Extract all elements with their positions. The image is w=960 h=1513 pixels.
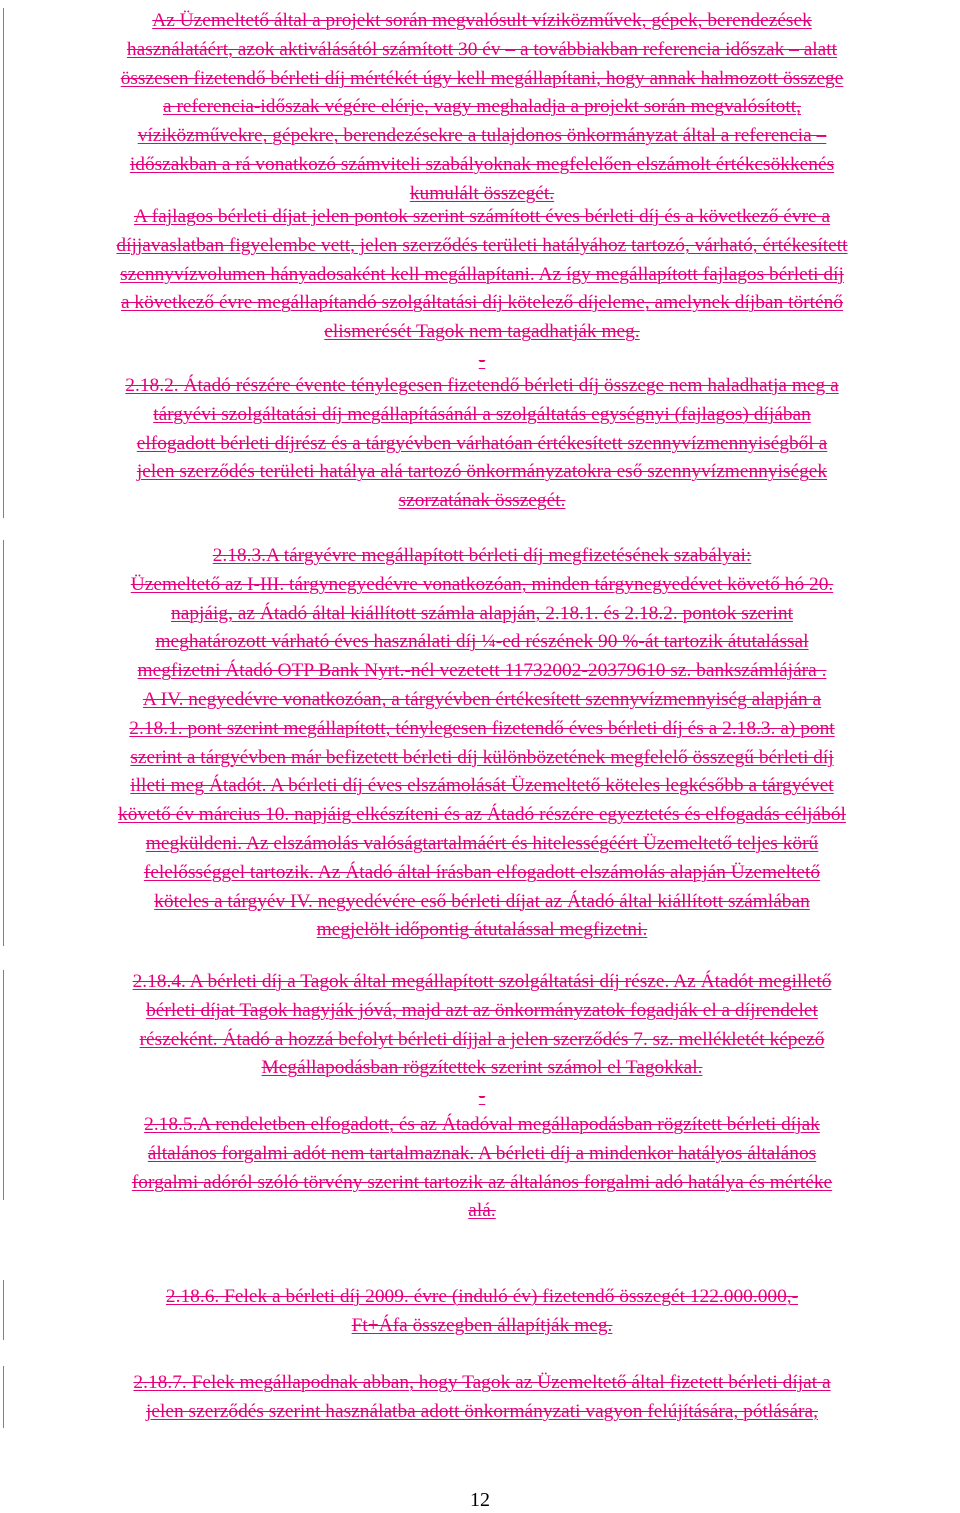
paragraph-2-18-2	[16, 372, 948, 516]
text-line: szerint a tárgyévben már befizetett bérleti díj különbözetének megfelelő összegű bérleti díj	[130, 746, 834, 768]
text-line: 2.18.2. Átadó részére évente ténylegesen fizetendő bérleti díj összege nem haladhatja meg a	[125, 375, 839, 396]
text-line: 2.18.1. pont szerint megállapított, ténylegesen fizetendő éves bérleti díj és a 2.18.3. a) pont	[129, 717, 835, 739]
text-line: elismerését Tagok nem tagadhatják meg.	[324, 321, 640, 343]
text-line: Az Üzemeltető által a projekt során megvalósult víziközművek, gépek, berendezések	[152, 10, 812, 31]
paragraph-2-18-4	[16, 968, 948, 1112]
text-line: általános forgalmi adót nem tartalmaznak. A bérleti díj a mindenkor hatályos általános	[147, 1142, 817, 1164]
margin-change-bar	[3, 8, 4, 518]
text-line: jelen szerződés szerint használatba adott önkormányzati vagyon felújítására, pótlására,	[146, 1400, 818, 1422]
text-line: Megállapodásban rögzítettek szerint számol el Tagokkal.	[261, 1057, 703, 1079]
text-line: 2.18.4. A bérleti díj a Tagok által megállapított szolgáltatási díj része. Az Átadót megillető	[132, 971, 832, 992]
text-line: illeti meg Átadót. A bérleti díj éves elszámolását Üzemeltető köteles legkésőbb a tárgyévet	[130, 775, 834, 797]
text-line: köteles a tárgyév IV. negyedévére eső bérleti díjat az Átadó által kiállított számlában	[154, 890, 810, 912]
text-line: bérleti díjat Tagok hagyják jóvá, majd azt az önkormányzatok fogadják el a díjrendelet	[146, 999, 818, 1021]
text-line: 2.18.3.A tárgyévre megállapított bérleti díj megfizetésének szabályai:	[212, 545, 752, 566]
text-line: 2.18.5.A rendeletben elfogadott, és az Átadóval megállapodásban rögzített bérleti díjak	[144, 1114, 820, 1135]
text-line: meghatározott várható éves használati díj ¼-ed részének 90 %-át tartozik átutalással	[155, 631, 809, 653]
text-line: részeként. Átadó a hozzá befolyt bérleti díjjal a jelen szerződés 7. sz. mellékletét képező	[139, 1028, 825, 1050]
text-line: Ft+Áfa összegben állapítják meg.	[351, 1314, 613, 1336]
text-line: követő év március 10. napjáig elkészíteni és az Átadó részére egyeztetés és elfogadás céljából	[118, 804, 846, 826]
margin-change-bar	[3, 970, 4, 1200]
text-line: napjáig, az Átadó által kiállított számla alapján, 2.18.1. és 2.18.2. pontok szerint	[171, 602, 793, 624]
page-number: 12	[470, 1489, 490, 1511]
text-line: forgalmi adóról szóló törvény szerint tartozik az általános forgalmi adó hatálya és mértéke	[131, 1171, 833, 1193]
text-line: szorzatának összegét.	[398, 490, 566, 512]
text-line: -	[478, 1086, 486, 1108]
text-line: felelősséggel tartozik. Az Átadó által írásban elfogadott elszámolás alapján Üzemeltető	[143, 861, 821, 883]
text-line: megküldeni. Az elszámolás valóságtartalmáért és hitelességéért Üzemeltető teljes körű	[145, 832, 819, 854]
paragraph-specific-fee	[16, 203, 948, 376]
text-line: Üzemeltető az I-III. tárgynegyedévre vonatkozóan, minden tárgynegyedévet követő hó 20.	[130, 573, 834, 595]
text-line: kumulált összegét.	[409, 182, 555, 204]
text-line: megfizetni Átadó OTP Bank Nyrt.-nél vezetett 11732002-20379610 sz. bankszámlájára .	[137, 660, 827, 682]
text-line: alá.	[468, 1200, 496, 1222]
text-line: a referencia-időszak végére elérje, vagy meghaladja a projekt során megvalósított,	[163, 96, 801, 118]
paragraph-2-18-7	[16, 1369, 948, 1427]
text-line: használatáért, azok aktiválásától számított 30 év – a továbbiakban referencia időszak – alatt	[126, 38, 838, 60]
paragraph-reference-period	[16, 7, 948, 209]
margin-change-bar	[3, 1366, 4, 1428]
margin-change-bar	[3, 1280, 4, 1340]
text-line: a következő évre megállapítandó szolgáltatási díj kötelező díjeleme, amelynek díjban történő	[120, 292, 844, 314]
text-line: összesen fizetendő bérleti díj mértékét úgy kell megállapítani, hogy annak halmozott összege	[120, 67, 844, 89]
text-line: A IV. negyedévre vonatkozóan, a tárgyévben értékesített szennyvízmennyiség alapján a	[142, 688, 822, 710]
paragraph-2-18-6	[16, 1283, 948, 1341]
text-line: tárgyévi szolgáltatási díj megállapításánál a szolgáltatás egységnyi (fajlagos) díjában	[153, 403, 811, 425]
text-line: A fajlagos bérleti díjat jelen pontok szerint számított éves bérleti díj és a következő évre a	[133, 206, 831, 227]
margin-change-bar	[3, 540, 4, 946]
text-line: időszakban a rá vonatkozó számviteli szabályoknak megfelelően elszámolt értékcsökkenés	[129, 153, 835, 175]
text-line: 2.18.6. Felek a bérleti díj 2009. évre (induló év) fizetendő összegét 122.000.000,-	[165, 1286, 799, 1307]
text-line: 2.18.7. Felek megállapodnak abban, hogy Tagok az Üzemeltető által fizetett bérleti díjat a	[133, 1372, 831, 1393]
text-line: díjjavaslatban figyelembe vett, jelen szerződés területi hatályához tartozó, várható, értékesített	[116, 234, 848, 256]
paragraph-2-18-3	[16, 542, 948, 945]
text-line: megjelölt időpontig átutalással megfizetni.	[316, 919, 648, 941]
paragraph-2-18-5	[16, 1111, 948, 1226]
text-line: jelen szerződés területi hatálya alá tartozó önkormányzatokra eső szennyvízmennyiségek	[136, 461, 828, 483]
text-line: szennyvízvolumen hányadosaként kell megállapítani. Az így megállapított fajlagos bérleti díj	[120, 263, 844, 285]
text-line: víziközművekre, gépekre, berendezésekre a tulajdonos önkormányzat által a referencia –	[137, 125, 827, 147]
text-line: elfogadott bérleti díjrész és a tárgyévben várhatóan értékesített szennyvízmennyiségből a	[136, 432, 828, 454]
text-line: -	[478, 349, 486, 371]
